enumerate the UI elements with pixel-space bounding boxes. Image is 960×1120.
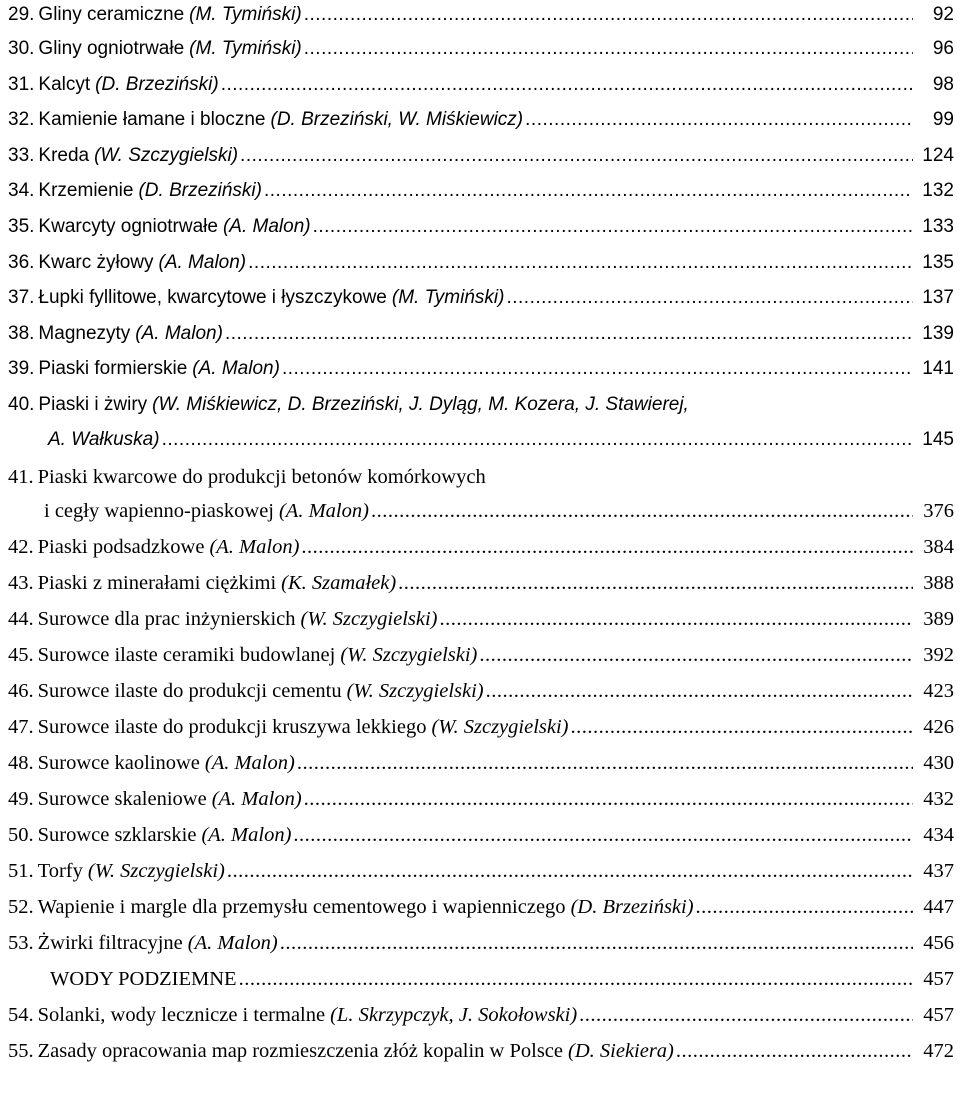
dot-leader (486, 676, 913, 706)
dot-leader (398, 568, 913, 598)
section-title: WODY PODZIEMNE (50, 968, 237, 990)
dot-leader (696, 892, 913, 922)
page-number: 426 (923, 716, 954, 738)
toc-entry (8, 928, 954, 958)
page-number: 456 (923, 932, 954, 954)
entry-number: 38. (8, 323, 35, 344)
dot-leader (525, 105, 913, 135)
page-number: 137 (922, 287, 954, 308)
toc-entry (8, 892, 954, 922)
page-number: 376 (923, 500, 954, 522)
entry-author: (A. Malon) (204, 752, 295, 774)
toc-entry (8, 532, 954, 562)
entry-title: Solanki, wody lecznicze i termalne (37, 1004, 326, 1026)
page-number: 447 (923, 896, 954, 918)
toc-entry-continuation (8, 496, 954, 526)
entry-number: 30. (8, 38, 35, 59)
entry-number: 54. (8, 1004, 34, 1026)
entry-number: 31. (8, 74, 35, 95)
entry-title: Surowce ilaste ceramiki budowlanej (37, 644, 336, 666)
page-number: 133 (922, 216, 954, 237)
entry-author: (L. Skrzypczyk, J. Sokołowski) (330, 1004, 578, 1026)
entry-number: 44. (8, 608, 34, 630)
page-number: 141 (922, 358, 954, 379)
entry-number: 45. (8, 644, 34, 666)
entry-title: Surowce dla prac inżynierskich (37, 608, 296, 630)
dot-leader (304, 0, 913, 30)
toc-entry (8, 176, 954, 206)
dot-leader (570, 712, 913, 742)
entry-author: (A. Malon) (135, 323, 223, 344)
entry-author: (W. Szczygielski) (340, 644, 478, 666)
entry-title: Zasady opracowania map rozmieszczenia złóż kopalin w Polsce (37, 1040, 564, 1062)
dot-leader (239, 964, 913, 994)
entry-title: Piaski kwarcowe do produkcji betonów komórkowych (37, 466, 486, 488)
page-number: 457 (923, 968, 954, 990)
entry-title: Wapienie i margle dla przemysłu cementowego i wapienniczego (37, 896, 566, 918)
page-number: 472 (923, 1040, 954, 1062)
dot-leader (479, 640, 913, 670)
entry-author: (A. Malon) (278, 500, 369, 522)
entry-number: 41. (8, 466, 34, 488)
toc-entry (8, 712, 954, 742)
dot-leader (221, 70, 913, 100)
toc-entry (8, 141, 954, 171)
page-number: 96 (932, 38, 954, 59)
entry-number: 53. (8, 932, 34, 954)
dot-leader (440, 604, 913, 634)
toc-entry (8, 248, 954, 278)
entry-author: (A. Malon) (187, 932, 278, 954)
dot-leader (371, 496, 913, 526)
entry-title-continuation: i cegły wapienno-piaskowej (44, 500, 274, 522)
toc-entry (8, 676, 954, 706)
toc-entry (8, 604, 954, 634)
entry-title: Gliny ceramiczne (38, 4, 185, 25)
entry-title: Żwirki filtracyjne (37, 932, 183, 954)
entry-author: (W. Miśkiewicz, D. Brzeziński, J. Dyląg, M. Kozera, J. Stawierej, (152, 394, 689, 415)
toc-entry (8, 748, 954, 778)
entry-author: (K. Szamałek) (281, 572, 397, 594)
entry-title: Kreda (38, 145, 90, 166)
entry-title: Kwarcyty ogniotrwałe (38, 216, 218, 237)
entry-number: 51. (8, 860, 34, 882)
page-number: 132 (922, 180, 954, 201)
toc-entry (8, 212, 954, 242)
entry-title: Piaski podsadzkowe (37, 536, 205, 558)
entry-author: (W. Szczygielski) (346, 680, 484, 702)
toc-entry (8, 1036, 954, 1066)
entry-title: Torfy (37, 860, 83, 882)
dot-leader (248, 248, 913, 278)
page-number: 92 (932, 4, 954, 25)
entry-number: 35. (8, 216, 35, 237)
entry-author: (M. Tymiński) (391, 287, 505, 308)
toc-entry-continuation (8, 425, 954, 455)
dot-leader (227, 856, 913, 886)
entry-author: (D. Brzeziński) (95, 74, 219, 95)
entry-number: 48. (8, 752, 34, 774)
entry-number: 49. (8, 788, 34, 810)
entry-title: Piaski i żwiry (38, 394, 148, 415)
toc-entry (8, 568, 954, 598)
entry-author: (D. Brzeziński, W. Miśkiewicz) (270, 109, 524, 130)
entry-title: Kwarc żyłowy (38, 252, 154, 273)
entry-number: 34. (8, 180, 35, 201)
entry-number: 29. (8, 4, 35, 25)
entry-author: (A. Malon) (158, 252, 247, 273)
dot-leader (579, 1000, 913, 1030)
dot-leader (304, 784, 913, 814)
page-number: 457 (923, 1004, 954, 1026)
dot-leader (264, 176, 913, 206)
entry-author-continuation: A. Wałkuska) (48, 429, 160, 450)
page-number: 423 (923, 680, 954, 702)
entry-number: 36. (8, 252, 35, 273)
dot-leader (506, 283, 913, 313)
entry-author: (A. Malon) (211, 788, 302, 810)
entry-title: Piaski formierskie (38, 358, 188, 379)
entry-number: 50. (8, 824, 34, 846)
entry-author: (D. Brzeziński) (570, 896, 694, 918)
page-number: 98 (932, 74, 954, 95)
dot-leader (301, 532, 913, 562)
page-number: 135 (922, 252, 954, 273)
section-heading (8, 964, 954, 994)
entry-number: 43. (8, 572, 34, 594)
entry-title: Magnezyty (38, 323, 131, 344)
dot-leader (304, 34, 913, 64)
entry-author: (D. Siekiera) (568, 1040, 674, 1062)
toc-entry (8, 784, 954, 814)
entry-author: (A. Malon) (222, 216, 311, 237)
toc-entry (8, 856, 954, 886)
page-number: 434 (923, 824, 954, 846)
dot-leader (313, 212, 913, 242)
dot-leader (225, 319, 913, 349)
entry-title: Surowce szklarskie (37, 824, 197, 846)
dot-leader (293, 820, 913, 850)
toc-entry (8, 640, 954, 670)
entry-number: 37. (8, 287, 35, 308)
page-number: 388 (923, 572, 954, 594)
toc-entry (8, 820, 954, 850)
entry-title: Kalcyt (38, 74, 91, 95)
toc-entry (8, 283, 954, 313)
toc-entry (8, 105, 954, 135)
page-number: 432 (923, 788, 954, 810)
page-number: 389 (923, 608, 954, 630)
toc-entry (8, 34, 954, 64)
toc-entry (8, 70, 954, 100)
toc-entry (8, 354, 954, 384)
dot-leader (297, 748, 913, 778)
page-number: 392 (923, 644, 954, 666)
entry-number: 40. (8, 394, 35, 415)
page-number: 430 (923, 752, 954, 774)
entry-number: 42. (8, 536, 34, 558)
entry-number: 39. (8, 358, 35, 379)
entry-author: (W. Szczygielski) (300, 608, 438, 630)
entry-title: Surowce ilaste do produkcji cementu (37, 680, 342, 702)
entry-number: 32. (8, 109, 35, 130)
dot-leader (162, 425, 913, 455)
toc-entry (8, 1000, 954, 1030)
entry-title: Łupki fyllitowe, kwarcytowe i łyszczykowe (38, 287, 387, 308)
entry-author: (M. Tymiński) (189, 4, 302, 25)
page-number: 145 (922, 429, 954, 450)
dot-leader (282, 354, 913, 384)
entry-number: 47. (8, 716, 34, 738)
page-number: 384 (923, 536, 954, 558)
entry-author: (M. Tymiński) (189, 38, 302, 59)
dot-leader (240, 141, 913, 171)
page-number: 139 (922, 323, 954, 344)
page-number: 99 (932, 109, 954, 130)
entry-author: (W. Szczygielski) (87, 860, 225, 882)
toc-entry (8, 319, 954, 349)
page-number: 124 (922, 145, 954, 166)
entry-title: Gliny ogniotrwałe (38, 38, 185, 59)
toc-entry (8, 390, 954, 420)
toc-entry (8, 0, 954, 30)
entry-author: (A. Malon) (209, 536, 300, 558)
entry-title: Krzemienie (38, 180, 134, 201)
entry-author: (A. Malon) (192, 358, 280, 379)
entry-title: Surowce skaleniowe (37, 788, 207, 810)
entry-number: 46. (8, 680, 34, 702)
entry-author: (D. Brzeziński) (138, 180, 262, 201)
entry-title: Surowce kaolinowe (37, 752, 200, 774)
entry-title: Kamienie łamane i bloczne (38, 109, 266, 130)
entry-author: (W. Szczygielski) (431, 716, 569, 738)
entry-author: (A. Malon) (201, 824, 292, 846)
entry-number: 52. (8, 896, 34, 918)
page-number: 437 (923, 860, 954, 882)
entry-title: Surowce ilaste do produkcji kruszywa lekkiego (37, 716, 427, 738)
dot-leader (280, 928, 913, 958)
entry-number: 55. (8, 1040, 34, 1062)
entry-title: Piaski z minerałami ciężkimi (37, 572, 277, 594)
entry-author: (W. Szczygielski) (94, 145, 239, 166)
dot-leader (676, 1036, 913, 1066)
entry-number: 33. (8, 145, 35, 166)
toc-entry (8, 462, 954, 492)
